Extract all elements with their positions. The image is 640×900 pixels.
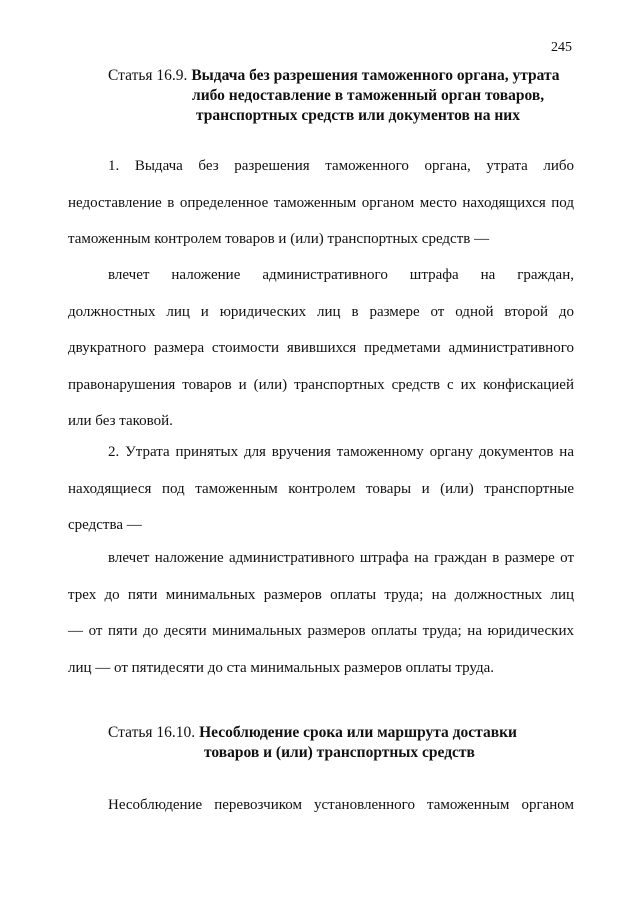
part-2-sanction xyxy=(68,540,574,686)
heading-line xyxy=(108,66,578,86)
text-line: находящиеся под таможенным контролем товары и (или) транспортные xyxy=(68,480,574,497)
article-title-line: транспортных средств или документов на них xyxy=(196,107,520,124)
part-1-disposition xyxy=(68,148,574,258)
text-line: или без таковой. xyxy=(68,413,173,429)
text-line: влечет наложение административного штрафа на граждан, xyxy=(108,267,574,283)
text-line: 1. Выдача без разрешения таможенного органа, утрата либо xyxy=(108,158,574,174)
text-line: недоставление в определенное таможенным органом место находящихся под xyxy=(68,194,574,211)
page-number: 245 xyxy=(551,40,572,55)
article-title-line: либо недоставление в таможенный орган товаров, xyxy=(192,87,545,104)
article-title-line: Несоблюдение срока или маршрута доставки xyxy=(199,724,517,741)
text-line: средства — xyxy=(68,517,142,533)
text-line: лиц — от пятидесяти до ста минимальных размеров оплаты труда. xyxy=(68,659,494,676)
article-title-line: Выдача без разрешения таможенного органа, утрата xyxy=(191,67,560,84)
text-line: таможенным контролем товаров и (или) транспортных средств — xyxy=(68,231,490,247)
article-number: Статья 16.10. xyxy=(108,724,196,741)
part-2-disposition xyxy=(68,434,574,544)
text-line: влечет наложение административного штрафа на граждан в размере от xyxy=(108,550,574,566)
text-line: — от пяти до десяти минимальных размеров оплаты труда; на юридических xyxy=(68,623,574,639)
text-line: правонарушения товаров и (или) транспортных средств с их конфискацией xyxy=(68,376,574,393)
text-line: Несоблюдение перевозчиком установленного таможенным органом xyxy=(108,797,574,813)
text-line: трех до пяти минимальных размеров оплаты труда; на должностных лиц xyxy=(68,586,574,603)
article-16-9-heading xyxy=(108,66,578,126)
article-16-10-text xyxy=(68,787,574,824)
heading-line xyxy=(108,723,578,743)
article-number: Статья 16.9. xyxy=(108,67,188,84)
text-line: должностных лиц и юридических лиц в размере от одной второй до xyxy=(68,303,574,320)
text-line: 2. Утрата принятых для вручения таможенному органу документов на xyxy=(108,444,574,460)
article-16-10-heading xyxy=(108,723,578,763)
text-line: двукратного размера стоимости явившихся предметами административного xyxy=(68,340,574,356)
article-title-line: товаров и (или) транспортных средств xyxy=(204,744,475,761)
part-1-sanction xyxy=(68,257,574,440)
